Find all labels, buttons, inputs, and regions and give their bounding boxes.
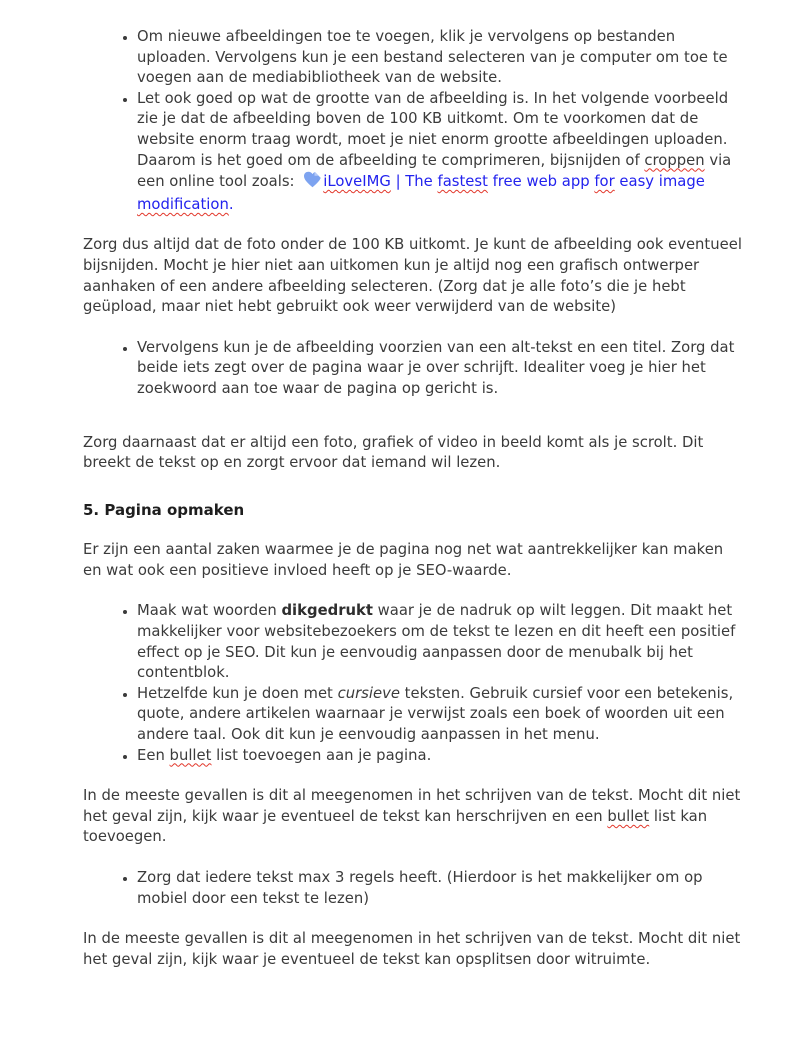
- paragraph: [83, 786, 743, 848]
- link-text: free web app: [487, 173, 595, 191]
- paragraph: [83, 540, 743, 581]
- list-item: [137, 338, 743, 400]
- misspelled-word: croppen: [644, 151, 705, 169]
- list-item-text: Om nieuwe afbeeldingen toe te voegen, klik je vervolgens op bestanden uploaden. Vervolgens kun je een bestand selecteren van je computer om toe te voegen aan de mediabibliotheek van de website.: [137, 28, 728, 87]
- link-text: for: [594, 173, 615, 191]
- bullet-list-images: [83, 27, 743, 215]
- list-item-text: Zorg dat iedere tekst max 3 regels heeft. (Hierdoor is het makkelijker om op mobiel door een tekst te lezen): [137, 869, 703, 907]
- bullet-list-text-length: [83, 868, 743, 909]
- paragraph-text: In de meeste gevallen is dit al meegenomen in het schrijven van de tekst. Mocht dit niet het geval zijn, kijk waar je eventueel de tekst kan opsplitsen door witruimte.: [83, 930, 741, 968]
- paragraph-text: list kan toevoegen.: [83, 807, 708, 846]
- paragraph-text: In de meeste gevallen is dit al meegenomen in het schrijven van de tekst. Mocht dit niet het geval zijn, kijk waar je eventueel de tekst kan herschrijven en een: [83, 787, 741, 825]
- list-item: [137, 868, 743, 909]
- paragraph: [83, 433, 743, 474]
- list-item-text: Vervolgens kun je de afbeelding voorzien van een alt-tekst en een titel. Zorg dat beide iets zegt over de pagina waar je over schrijft. Idealiter voeg je hier het zoekwoord aan toe waar de pagina op gericht is.: [137, 338, 735, 397]
- paragraph-text: Er zijn een aantal zaken waarmee je de pagina nog net wat aantrekkelijker kan maken en wat ook een positieve invloed heeft op je SEO-waarde.: [83, 541, 724, 579]
- paragraph: [83, 235, 743, 317]
- link-text: fastest: [437, 173, 488, 191]
- link-text: .: [228, 195, 234, 213]
- list-item-text: Een: [137, 746, 170, 764]
- paragraph: [83, 929, 743, 970]
- list-item: [137, 746, 743, 767]
- list-item-text: via een online tool zoals:: [137, 151, 732, 191]
- italic-word: cursieve: [337, 684, 400, 702]
- bullet-list-formatting: [83, 601, 743, 766]
- misspelled-word: bullet: [169, 746, 212, 764]
- list-item-text: list toevoegen aan je pagina.: [211, 746, 432, 764]
- paragraph-text: Zorg dus altijd dat de foto onder de 100 KB uitkomt. Je kunt de afbeelding ook eventueel bijsnijden. Mocht je hier niet aan uitkomen kun je altijd nog een grafisch ontwerper aanhaken of een andere afbeelding selecteren. (Zorg dat je alle foto’s die je hebt geüpload, maar niet hebt gebruikt ook weer verwijderd van de website): [83, 236, 742, 316]
- list-item: [137, 684, 743, 746]
- list-item-text: Hetzelfde kun je doen met: [137, 684, 338, 702]
- iloveimg-heart-icon: [303, 171, 322, 195]
- bold-word: dikgedrukt: [281, 602, 373, 620]
- link-text: modification: [137, 195, 229, 213]
- list-item: [137, 601, 743, 683]
- list-item-text: waar je de nadruk op wilt leggen. Dit maakt het makkelijker voor websitebezoekers om de tekst te lezen en dit heeft een positief effect op je SEO. Dit kun je eenvoudig aanpassen door de menubalk bij het contentblok.: [137, 602, 736, 682]
- list-item: [137, 89, 743, 216]
- link-text: easy image: [614, 173, 705, 191]
- list-item-text: teksten. Gebruik cursief voor een betekenis, quote, andere artikelen waarnaar je verwijst zoals een boek of woorden uit een andere taal. Ook dit kun je eenvoudig aanpassen in het menu.: [137, 684, 734, 744]
- list-item: [137, 27, 743, 89]
- link-text: iLoveIMG: [323, 173, 391, 191]
- bullet-list-alt-text: [83, 338, 743, 400]
- link-text: | The: [390, 173, 438, 191]
- list-item-text: Maak wat woorden: [137, 602, 282, 620]
- section-heading: 5. Pagina opmaken: [83, 500, 245, 519]
- misspelled-word: bullet: [607, 807, 650, 825]
- paragraph-text: Zorg daarnaast dat er altijd een foto, grafiek of video in beeld komt als je scrolt. Dit breekt de tekst op en zorgt ervoor dat iemand wil lezen.: [83, 433, 704, 472]
- list-item-text: Let ook goed op wat de grootte van de afbeelding is. In het volgende voorbeeld zie je dat de afbeelding boven de 100 KB uitkomt. Om te voorkomen dat de website enorm traag wordt, moet je niet enorm grootte afbeeldingen uploaden. Daarom is het goed om de afbeelding te comprimeren, bijsnijden of: [137, 89, 729, 169]
